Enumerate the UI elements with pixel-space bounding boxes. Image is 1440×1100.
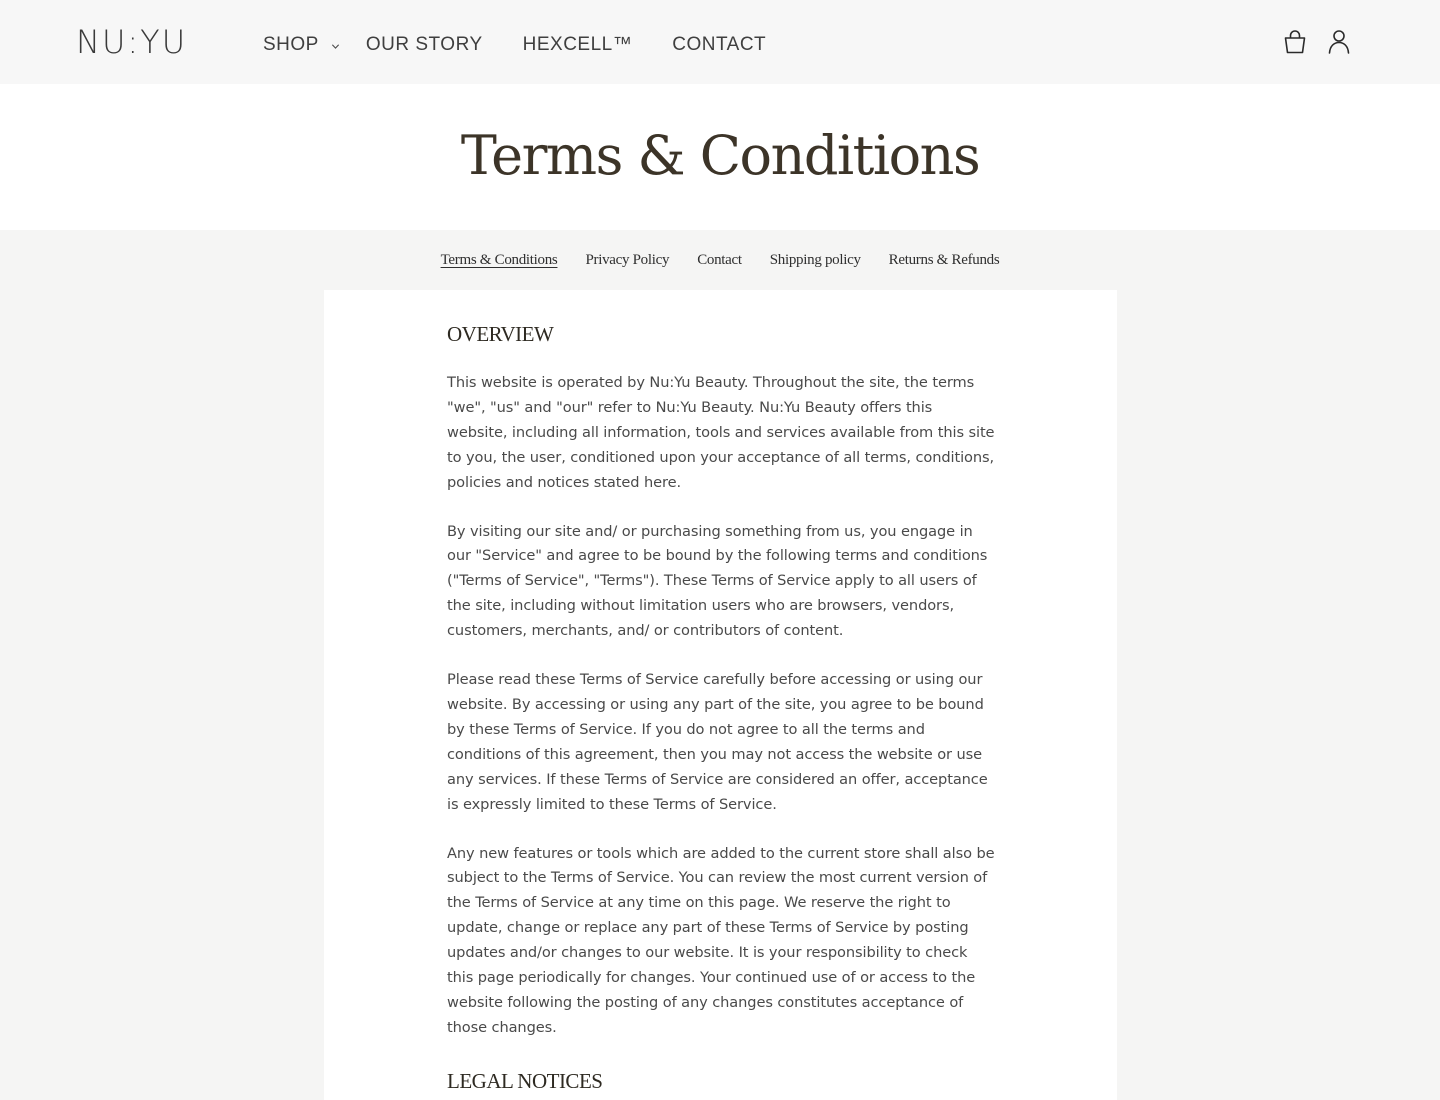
paragraph: By visiting our site and/ or purchasing something from us, you engage in our "Service" and agree to be bound by the following terms and conditions ("Terms of Service", "Terms"). These Terms of Service apply to all users of the site, including without limitation users who are browsers, vendors, customers, merchants, and/ or contributors of content. [447, 522, 988, 640]
chevron-down-icon [331, 42, 340, 51]
policy-body [447, 320, 995, 1095]
policy-link-privacy[interactable]: Privacy Policy [585, 252, 670, 268]
site-header [0, 0, 1440, 84]
nav-item-label: SHOP [263, 34, 319, 55]
nav-item-shop[interactable] [263, 32, 340, 58]
nav-item-label: CONTACT [672, 34, 767, 55]
nav-item-label: OUR STORY [365, 34, 483, 55]
content-card [324, 290, 1117, 1100]
bag-icon[interactable] [1282, 28, 1308, 56]
section-heading-overview: OVERVIEW [447, 322, 554, 346]
policy-nav [0, 248, 1440, 272]
nav-item-our-story[interactable] [366, 32, 483, 58]
paragraph: Please read these Terms of Service carefully before accessing or using our website. By accessing or using any part of the site, you agree to be bound by these Terms of Service. If you do not agree to all the terms and conditions of this agreement, then you may not access the website or use any services. If these Terms of Service are considered an offer, acceptance is expressly limited to these Terms of Service. [447, 671, 988, 813]
policy-link-returns[interactable]: Returns & Refunds [888, 252, 1000, 268]
brand-logo[interactable]: NU:YU [76, 23, 188, 61]
page-title: Terms & Conditions [460, 124, 980, 187]
policy-link-terms[interactable]: Terms & Conditions [440, 252, 558, 268]
main-nav [263, 32, 806, 58]
nav-item-contact[interactable] [672, 32, 766, 58]
title-band [0, 84, 1440, 230]
header-icons [1264, 28, 1352, 56]
policy-link-contact[interactable]: Contact [697, 252, 742, 268]
paragraph: This website is operated by Nu:Yu Beauty. Throughout the site, the terms "we", "us" and "our" refer to Nu:Yu Beauty. Nu:Yu Beauty offers this website, including all information, tools and services available from this site to you, the user, conditioned upon your acceptance of all terms, conditions, policies and notices stated here. [447, 374, 995, 491]
nav-item-label: HEXCELL™ [522, 34, 633, 55]
paragraph: Any new features or tools which are added to the current store shall also be subject to the Terms of Service. You can review the most current version of the Terms of Service at any time on this page. We reserve the right to update, change or replace any part of these Terms of Service by posting updates and/or changes to our website. It is your responsibility to check this page periodically for changes. Your continued use of or access to the website following the posting of any changes constitutes acceptance of those changes. [447, 844, 995, 1036]
policy-link-shipping[interactable]: Shipping policy [769, 252, 861, 268]
nav-item-hexcell[interactable] [523, 32, 633, 58]
section-heading-legal-notices: LEGAL NOTICES [447, 1068, 603, 1093]
account-icon[interactable] [1326, 28, 1352, 56]
